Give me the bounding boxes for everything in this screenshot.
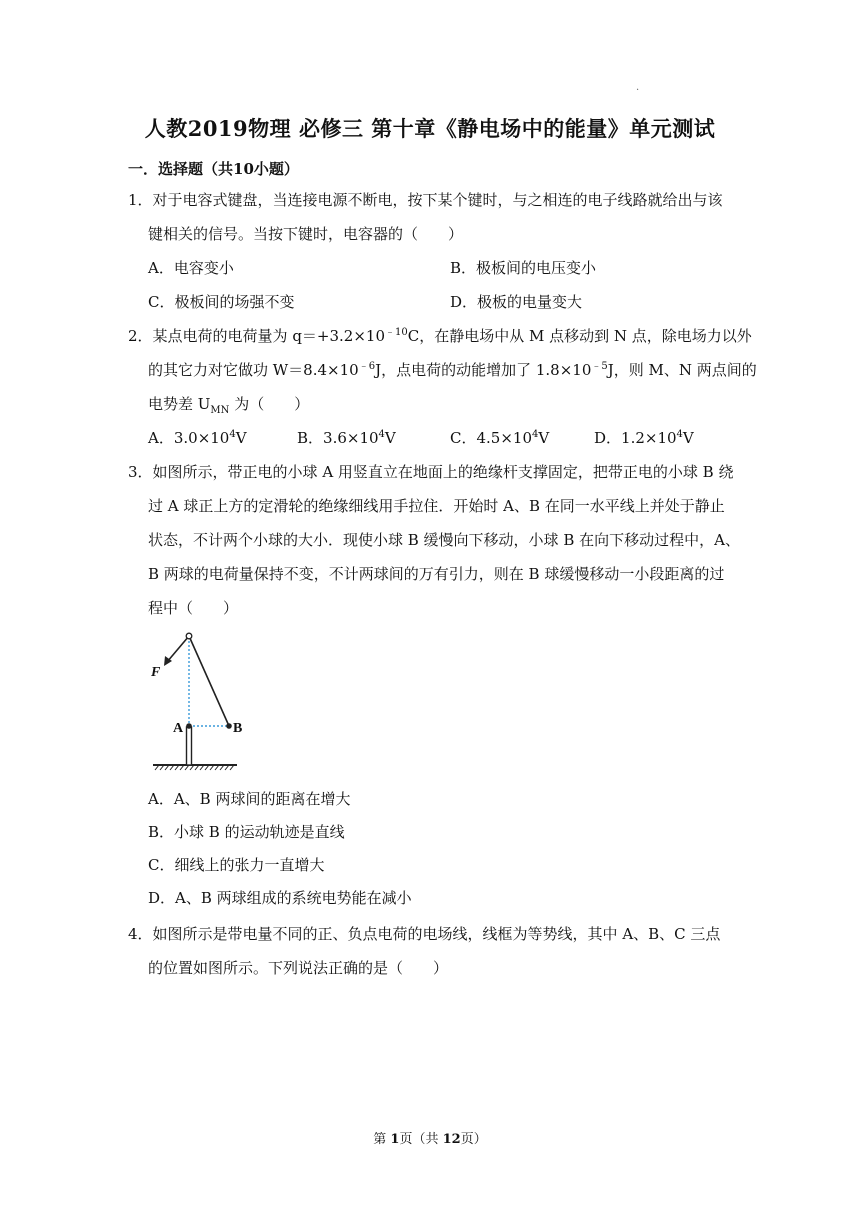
q2-l3-text-a: 电势差 U — [148, 395, 211, 413]
q2-line-3 — [148, 394, 309, 414]
q2-d-exponent: 4 — [676, 429, 683, 440]
force-arrow — [167, 636, 189, 662]
corner-mark: . — [636, 82, 640, 93]
q3-line-2: 过 A 球正上方的定滑轮的绝缘细线用手拉住．开始时 A、B 在同一水平线上并处于静止 — [148, 497, 725, 515]
q2-line-2 — [148, 360, 757, 380]
q2-c-unit: V — [538, 429, 550, 447]
q2-c-value: C．4.5×10 — [450, 429, 532, 447]
q3-option-c: C．细线上的张力一直增大 — [148, 856, 325, 874]
page-title: 人教2019物理 必修三 第十章《静电场中的能量》单元测试 — [144, 116, 716, 141]
q2-l1-text-a: 2．某点电荷的电荷量为 q＝+3.2×10 — [128, 327, 385, 345]
q2-d-unit: V — [682, 429, 694, 447]
q1-option-d: D．极板的电量变大 — [450, 293, 583, 311]
q3-line-1: 3．如图所示，带正电的小球 A 用竖直立在地面上的绝缘杆支撑固定，把带正电的小球 B 绕 — [128, 463, 734, 481]
q4-line-1: 4．如图所示是带电量不同的正、负点电荷的电场线，线框为等势线，其中 A、B、C 三点 — [128, 925, 721, 943]
pulley — [186, 633, 192, 639]
q1-option-b: B．极板间的电压变小 — [450, 259, 597, 277]
section-heading: 一．选择题（共10小题） — [128, 160, 299, 178]
q2-l3-subscript: MN — [210, 405, 230, 416]
footer-page-number: 1 — [390, 1132, 400, 1147]
footer-total-pages: 12 — [442, 1132, 461, 1147]
q2-l1-text-b: C，在静电场中从 M 点移动到 N 点，除电场力以外 — [407, 327, 752, 345]
q2-l3-text-b: 为（ ） — [229, 395, 310, 413]
q3-line-3: 状态，不计两个小球的大小．现使小球 B 缓慢向下移动，小球 B 在向下移动过程中，A、 — [148, 531, 740, 549]
q2-c-exponent: 4 — [532, 429, 539, 440]
q2-l2-exponent-2: ﹣5 — [591, 361, 608, 372]
q2-l2-exponent-1: ﹣6 — [358, 361, 376, 372]
label-b: B — [233, 721, 243, 736]
q3-option-a: A．A、B 两球间的距离在增大 — [148, 790, 351, 808]
q1-line-1: 1．对于电容式键盘，当连接电源不断电，按下某个键时，与之相连的电子线路就给出与该 — [128, 191, 723, 209]
string-line — [189, 636, 229, 726]
q2-l2-text-b: J，点电荷的动能增加了 1.8×10 — [375, 361, 592, 379]
q3-option-b: B．小球 B 的运动轨迹是直线 — [148, 823, 345, 841]
label-a: A — [173, 721, 184, 736]
q2-d-value: D．1.2×10 — [594, 429, 677, 447]
q2-option-b — [297, 428, 396, 448]
q2-l1-exponent: ﹣10 — [385, 327, 408, 338]
insulating-rod — [187, 727, 192, 765]
ground-hatching — [153, 765, 237, 770]
q2-a-exponent: 4 — [229, 429, 236, 440]
q2-option-a — [148, 428, 247, 448]
footer-mid: 页（共 — [399, 1132, 443, 1147]
q2-l2-text-a: 的其它力对它做功 W＝8.4×10 — [148, 361, 359, 379]
q3-figure — [145, 625, 255, 775]
q2-b-value: B．3.6×10 — [297, 429, 379, 447]
ball-a — [186, 723, 192, 729]
q2-l2-text-c: J，则 M、N 两点间的 — [607, 361, 757, 379]
q2-option-c — [450, 428, 549, 448]
q2-b-unit: V — [384, 429, 396, 447]
q3-line-5: 程中（ ） — [148, 599, 239, 617]
q2-option-d — [594, 428, 694, 448]
page-footer — [0, 1128, 860, 1147]
footer-pre: 第 — [373, 1132, 391, 1147]
q1-option-c: C．极板间的场强不变 — [148, 293, 295, 311]
q1-line-2: 键相关的信号。当按下键时，电容器的（ ） — [148, 225, 464, 243]
footer-post: 页） — [460, 1132, 487, 1147]
q2-line-1 — [128, 326, 752, 346]
q1-option-a: A．电容变小 — [148, 259, 234, 277]
label-f: F — [151, 665, 161, 680]
q3-line-4: B 两球的电荷量保持不变，不计两球间的万有引力，则在 B 球缓慢移动一小段距离的过 — [148, 565, 725, 583]
q4-line-2: 的位置如图所示。下列说法正确的是（ ） — [148, 959, 449, 977]
q2-a-value: A．3.0×10 — [148, 429, 230, 447]
q2-a-unit: V — [235, 429, 247, 447]
q3-option-d: D．A、B 两球组成的系统电势能在减小 — [148, 889, 412, 907]
q2-b-exponent: 4 — [378, 429, 385, 440]
ball-b — [226, 723, 232, 729]
